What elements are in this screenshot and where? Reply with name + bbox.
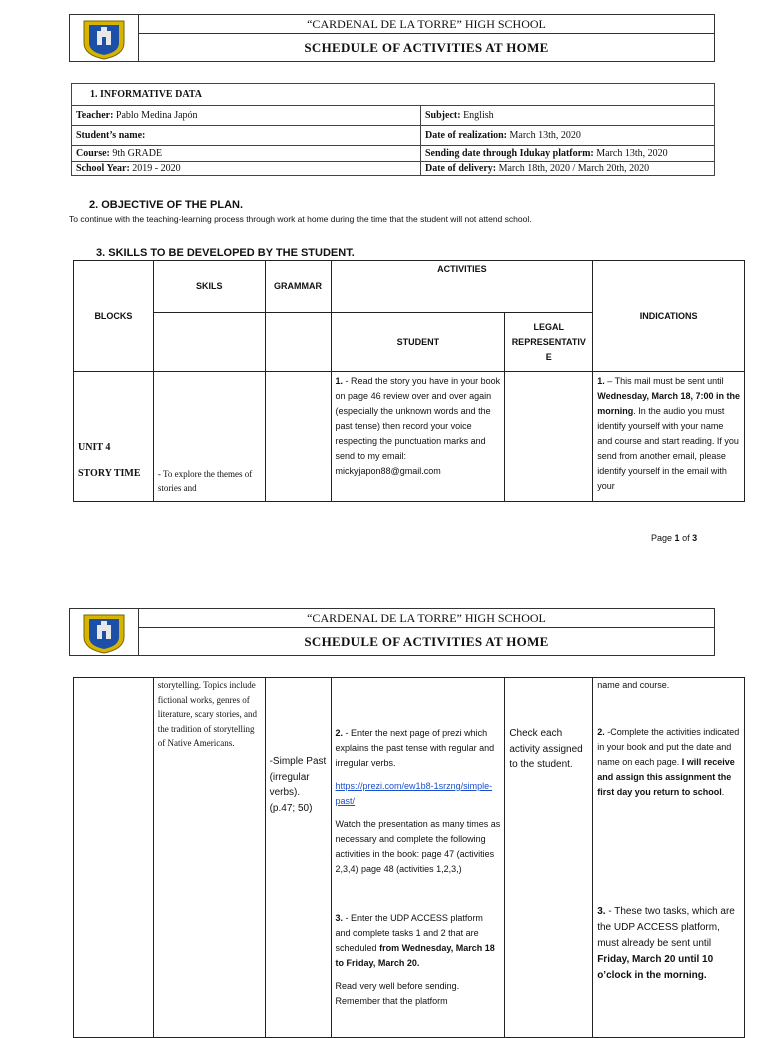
- unit-block-cell: [74, 372, 154, 502]
- indication2-number: 2.: [597, 727, 605, 737]
- col-legal-header: LEGAL REPRESENTATIV E: [505, 313, 593, 372]
- realization-value: March 13th, 2020: [509, 129, 581, 141]
- col-indications-header: INDICATIONS: [593, 261, 745, 372]
- grammar-simple-past: -Simple Past (irregular verbs). (p.47; 50): [265, 678, 331, 1038]
- delivery-date-value: March 18th, 2020 / March 20th, 2020: [498, 162, 650, 174]
- page-of-word: of: [682, 533, 690, 543]
- activity1-number: 1.: [335, 376, 344, 386]
- indication2-text-a: -Complete the activities indicated in your book and put the date and name on each page.: [597, 727, 740, 767]
- indication2-return: I will receive and assign this assignment the first day you return to school: [597, 757, 735, 797]
- student-name-label: Student’s name:: [76, 129, 146, 141]
- school-crest-icon: [70, 609, 138, 655]
- indications-cell-cont: [593, 678, 745, 1038]
- page-current: 1: [674, 533, 680, 543]
- unit-number: UNIT 4: [78, 442, 111, 453]
- sending-date-label: Sending date through Idukay platform:: [425, 147, 594, 159]
- legal1-cell: [505, 372, 593, 502]
- activity1-text: - Read the story you have in your book on page 46 review over and over again (especially the unknown words and the past tense) then record your voice respecting the punctuation marks and send to my email: mickyjapon88@gmail.com: [335, 376, 501, 476]
- teacher-label: Teacher:: [76, 109, 114, 121]
- activity2: [336, 726, 501, 771]
- page-number: [651, 533, 697, 543]
- activity-gap: [336, 877, 501, 911]
- prezi-link[interactable]: https://prezi.com/ew1b8-1srzng/simple-past/: [335, 781, 493, 806]
- indication1-text-c: . In the audio you must identify yourself with your name and course and start reading. If you send from another email, please identify yourself in the email with your: [597, 406, 739, 491]
- activity1-cont-spacer: [336, 678, 501, 726]
- activity2-instructions: Watch the presentation as many times as necessary and complete the following activities in the book: page 47 (activities 2,3,4) page 48 (activities 1,2,3,): [335, 819, 501, 874]
- subject-label: Subject:: [425, 109, 461, 121]
- unit-block-cell-cont: [74, 678, 154, 1038]
- school-logo: [70, 15, 139, 61]
- informative-data-heading: 1. INFORMATIVE DATA: [72, 84, 715, 106]
- delivery-date-label: Date of delivery:: [425, 162, 497, 174]
- page-total: 3: [692, 533, 698, 543]
- skills-table-page1: [73, 260, 745, 502]
- skils-subheader-empty: [153, 313, 265, 372]
- activity3-text-a: - Enter the UDP ACCESS platform and complete tasks 1 and 2 that are scheduled: [335, 913, 483, 953]
- unit-name: STORY TIME: [78, 468, 141, 479]
- course-value: 9th GRADE: [112, 147, 163, 159]
- objective-text: To continue with the teaching-learning process through work at home during the time that the student will not attend school.: [69, 214, 532, 224]
- indication2: [597, 725, 740, 800]
- activity2-text: - Enter the next page of prezi which explains the past tense with regular and irregular verbs.: [335, 728, 495, 768]
- indication1-deadline: Wednesday, March 18, 7:00 in the morning: [597, 391, 740, 416]
- col-skils-header: SKILS: [153, 261, 265, 313]
- activities-cell-cont: [331, 678, 505, 1038]
- page1-header: [69, 14, 715, 62]
- objective-heading: 2. OBJECTIVE OF THE PLAN.: [89, 199, 244, 211]
- teacher-cell: [72, 106, 421, 126]
- activity3: [336, 911, 501, 971]
- activity3-number: 3.: [335, 913, 344, 923]
- informative-data-table: [71, 83, 715, 176]
- indication-spacer: [597, 693, 740, 725]
- indication3-number: 3.: [597, 906, 606, 917]
- col-activities-header: ACTIVITIES: [331, 261, 593, 313]
- realization-cell: [421, 126, 715, 146]
- course-label: Course:: [76, 147, 110, 159]
- skills-table-page2: [73, 677, 745, 1038]
- page2-header: [69, 608, 715, 656]
- teacher-value: Pablo Medina Japón: [115, 109, 198, 121]
- school-name: “CARDENAL DE LA TORRE” HIGH SCHOOL: [139, 15, 714, 34]
- activity3-reminder: Read very well before sending. Remember that the platform: [335, 981, 460, 1006]
- grammar-subheader-empty: [265, 313, 331, 372]
- indication1-text-a: – This mail must be sent until: [604, 376, 724, 386]
- activity2-number: 2.: [335, 728, 344, 738]
- indication1-number: 1.: [597, 376, 605, 386]
- grammar-cell-page1: [265, 372, 331, 502]
- indication3-text-a: - These two tasks, which are the UDP ACCESS platform, must already be sent until: [597, 906, 735, 949]
- activity3-dates: from Wednesday, March 18 to Friday, March 20.: [335, 943, 495, 968]
- school-year-value: 2019 - 2020: [132, 162, 181, 174]
- col-blocks-header: BLOCKS: [74, 261, 154, 372]
- school-crest-icon: [70, 15, 138, 61]
- indication2-text-c: .: [721, 787, 725, 797]
- school-year-cell: [72, 162, 421, 176]
- skill-text-part2: storytelling. Topics include fictional works, genres of literature, scary stories, and the tradition of storytelling of Native Americans.: [153, 678, 265, 1038]
- legal-representative-check: Check each activity assigned to the student.: [505, 678, 593, 1038]
- sending-date-cell: [421, 146, 715, 162]
- subject-value: English: [463, 109, 494, 121]
- indication1-cell: [593, 372, 745, 502]
- document-title: SCHEDULE OF ACTIVITIES AT HOME: [304, 40, 549, 55]
- skill-text-part1: - To explore the themes of stories and: [153, 372, 265, 502]
- page-word: Page: [651, 533, 673, 543]
- school-name-page2: “CARDENAL DE LA TORRE” HIGH SCHOOL: [139, 609, 714, 628]
- subject-cell: [421, 106, 715, 126]
- document-title-page2: SCHEDULE OF ACTIVITIES AT HOME: [304, 634, 549, 649]
- course-cell: [72, 146, 421, 162]
- realization-label: Date of realization:: [425, 129, 508, 141]
- indication3: [597, 904, 740, 984]
- school-year-label: School Year:: [76, 162, 130, 174]
- delivery-date-cell: [421, 162, 715, 176]
- student-name-cell: [72, 126, 421, 146]
- prezi-link-wrap: [336, 779, 501, 809]
- col-grammar-header: GRAMMAR: [265, 261, 331, 313]
- indication1-continuation: name and course.: [597, 680, 670, 690]
- school-logo-page2: [70, 609, 139, 655]
- indication-gap: [597, 800, 740, 904]
- activity1-cell: [331, 372, 505, 502]
- sending-date-value: March 13th, 2020: [596, 147, 668, 159]
- indication3-deadline: Friday, March 20 until 10 o’clock in the morning.: [597, 954, 714, 981]
- col-student-header: STUDENT: [331, 313, 505, 372]
- skills-heading: 3. SKILLS TO BE DEVELOPED BY THE STUDENT.: [96, 247, 355, 259]
